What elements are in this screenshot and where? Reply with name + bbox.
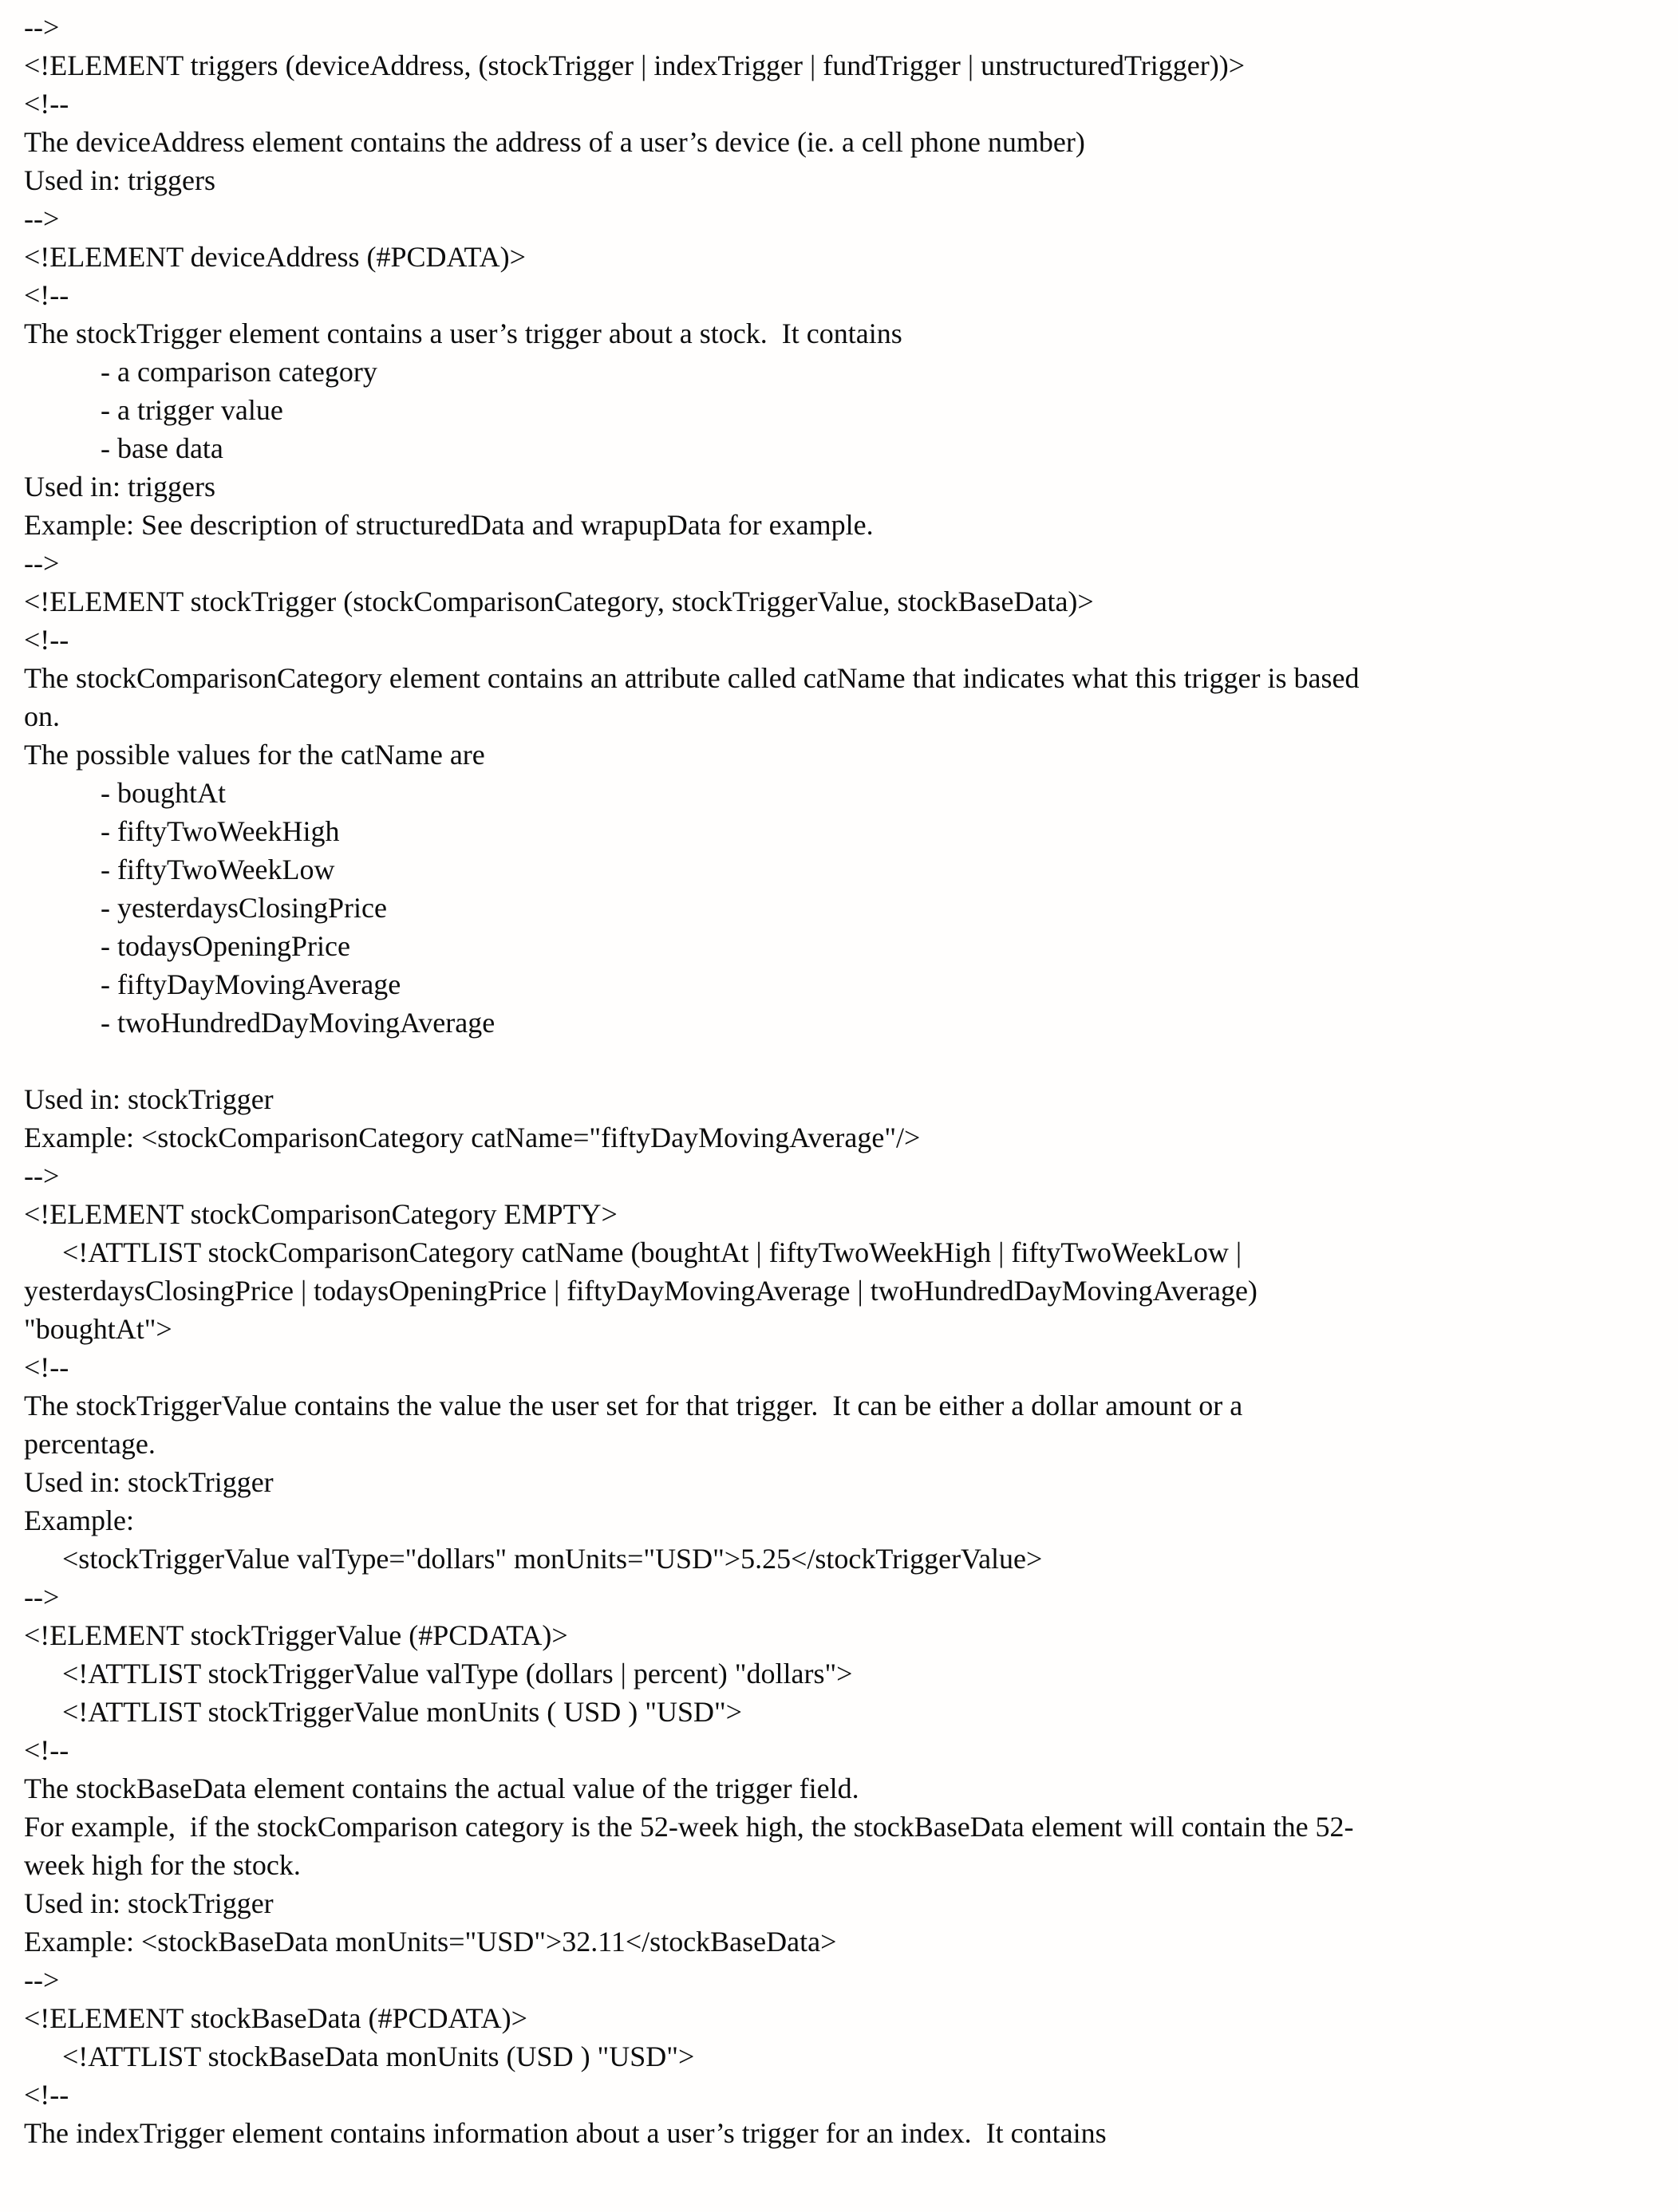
document-line: - fiftyDayMovingAverage (101, 968, 401, 1000)
document-line: - yesterdaysClosingPrice (101, 892, 387, 924)
document-line: <!ELEMENT stockBaseData (#PCDATA)> (24, 2002, 527, 2034)
document-line: <!-- (24, 1734, 69, 1766)
document-line: --> (24, 1964, 60, 1996)
document-line: Used in: stockTrigger (24, 1887, 274, 1919)
document-line: week high for the stock. (24, 1849, 301, 1881)
document-line: --> (24, 547, 60, 579)
document-line: The stockComparisonCategory element contains an attribute called catName that indicates what this trigger is based (24, 662, 1360, 694)
document-line: Example: See description of structuredData and wrapupData for example. (24, 509, 874, 541)
document-line: <!-- (24, 1351, 69, 1383)
document-line: yesterdaysClosingPrice | todaysOpeningPrice | fiftyDayMovingAverage | twoHundredDayMovingAverage) (24, 1275, 1258, 1307)
document-line: <!ATTLIST stockComparisonCategory catName (boughtAt | fiftyTwoWeekHigh | fiftyTwoWeekLow | (62, 1236, 1242, 1268)
document-line: Used in: triggers (24, 471, 215, 503)
document-line: - a comparison category (101, 356, 377, 388)
document-line: The possible values for the catName are (24, 739, 485, 771)
document-line: Example: (24, 1504, 134, 1536)
document-line: Used in: stockTrigger (24, 1466, 274, 1498)
document-line: <!-- (24, 279, 69, 311)
document-line: - a trigger value (101, 394, 283, 426)
document-line: on. (24, 700, 60, 732)
document-line: <!ATTLIST stockBaseData monUnits (USD ) "USD"> (62, 2040, 695, 2072)
document-line: Used in: triggers (24, 164, 215, 196)
document-line: <!ATTLIST stockTriggerValue valType (dollars | percent) "dollars"> (62, 1658, 853, 1690)
document-line: <!ELEMENT stockTriggerValue (#PCDATA)> (24, 1619, 568, 1651)
document-line: <!ELEMENT deviceAddress (#PCDATA)> (24, 241, 526, 273)
document-line: - fiftyTwoWeekHigh (101, 815, 340, 847)
document-line: - twoHundredDayMovingAverage (101, 1007, 496, 1039)
document-line: - todaysOpeningPrice (101, 930, 350, 962)
document-line: The indexTrigger element contains information about a user’s trigger for an index. It contains (24, 2117, 1107, 2149)
document-line: --> (24, 203, 60, 235)
document-line: --> (24, 1581, 60, 1613)
document-line: - base data (101, 432, 223, 464)
document-line: percentage. (24, 1428, 156, 1460)
document-line: The deviceAddress element contains the address of a user’s device (ie. a cell phone number) (24, 126, 1085, 158)
document-line: The stockTriggerValue contains the value the user set for that trigger. It can be either a dollar amount or a (24, 1390, 1243, 1421)
document-line: <!ELEMENT stockTrigger (stockComparisonCategory, stockTriggerValue, stockBaseData)> (24, 586, 1094, 617)
document-line: Used in: stockTrigger (24, 1083, 274, 1115)
document-line: <!ELEMENT triggers (deviceAddress, (stockTrigger | indexTrigger | fundTrigger | unstructuredTrigger))> (24, 49, 1245, 81)
document-line: Example: <stockBaseData monUnits="USD">32.11</stockBaseData> (24, 1926, 837, 1958)
document-body (24, 8, 1649, 2152)
document-line: <!-- (24, 88, 69, 120)
blank-line (24, 1042, 1649, 1080)
document-line: "boughtAt"> (24, 1313, 172, 1345)
document-line: The stockBaseData element contains the actual value of the trigger field. (24, 1772, 859, 1804)
document-line: --> (24, 1160, 60, 1192)
document-line: Example: <stockComparisonCategory catName="fiftyDayMovingAverage"/> (24, 1122, 921, 1153)
document-line: <!-- (24, 624, 69, 656)
document-line: <!ATTLIST stockTriggerValue monUnits ( USD ) "USD"> (62, 1696, 742, 1728)
document-line: The stockTrigger element contains a user’s trigger about a stock. It contains (24, 317, 902, 349)
document-line: - fiftyTwoWeekLow (101, 854, 335, 885)
document-line: <stockTriggerValue valType="dollars" monUnits="USD">5.25</stockTriggerValue> (62, 1543, 1043, 1575)
document-line: For example, if the stockComparison category is the 52-week high, the stockBaseData element will contain the 52- (24, 1811, 1354, 1843)
document-line: <!ELEMENT stockComparisonCategory EMPTY> (24, 1198, 618, 1230)
document-line: --> (24, 11, 60, 43)
document-line: - boughtAt (101, 777, 226, 809)
document-line: <!-- (24, 2079, 69, 2111)
